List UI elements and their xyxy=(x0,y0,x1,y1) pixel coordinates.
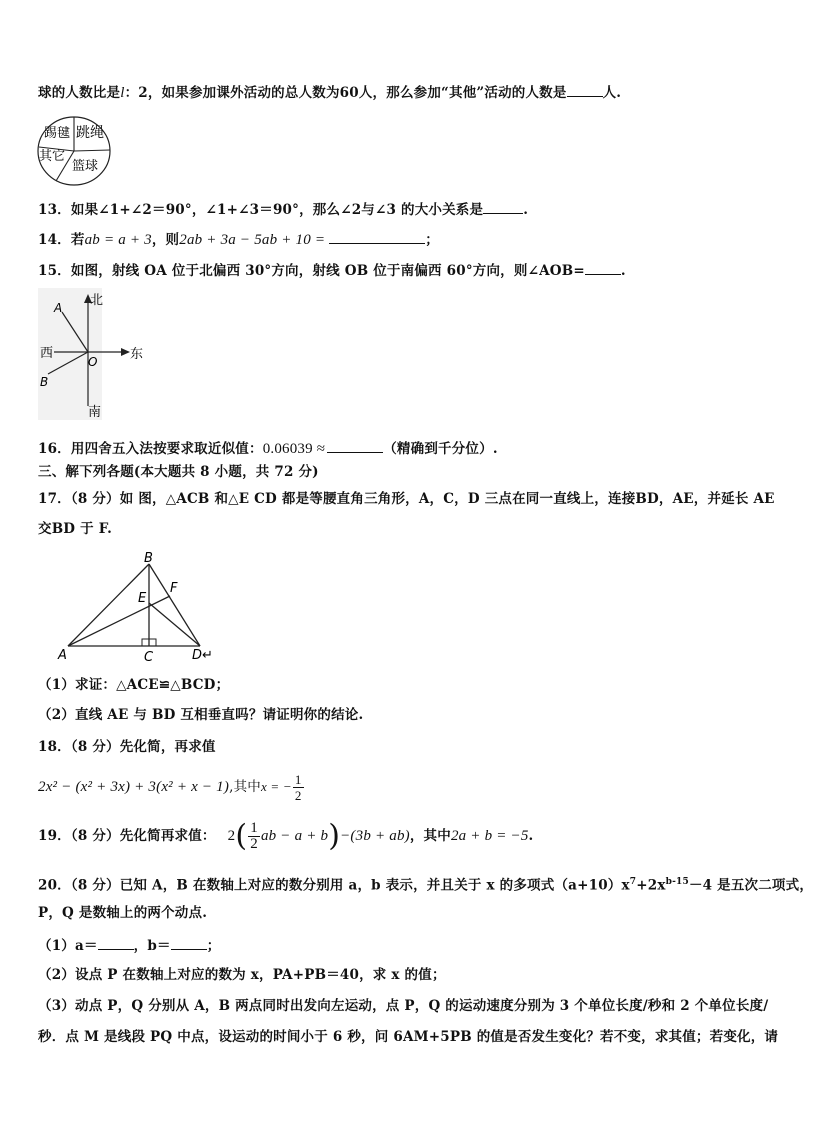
q14-mid: ，则 xyxy=(151,232,180,248)
pie-divider-right xyxy=(74,150,110,151)
q20-line1 xyxy=(38,873,813,895)
q20-p3-text1: （3）动点 P，Q 分别从 A，B 两点同时出发向左运动，点 P，Q 的运动速度分别为 3 个单位长度/秒和 2 个单位长度/ xyxy=(38,998,769,1014)
q20-p1-b: ，b＝ xyxy=(133,938,171,954)
q14-answer-blank[interactable] xyxy=(329,229,425,244)
q18-cond: ,其中 xyxy=(229,779,261,795)
section3-text: 三、解下列各题(本大题共 8 小题，共 72 分) xyxy=(38,464,319,480)
q14-end: ； xyxy=(425,232,439,248)
q12-ratio: l xyxy=(120,85,125,101)
label-a: A xyxy=(58,648,67,663)
q15-line xyxy=(38,260,626,280)
q16-end: （精确到千分位）. xyxy=(383,441,498,457)
q13-text: 13．如果∠1+∠2＝90°，∠1+∠3＝90°，那么∠2与∠3 的大小关系是 xyxy=(38,202,484,218)
q15-text: 15．如图，射线 OA 位于北偏西 30°方向，射线 OB 位于南偏西 60°方向，则∠AOB= xyxy=(38,263,585,279)
q12-line xyxy=(38,82,621,102)
q17-part2-text: （2）直线 AE 与 BD 互相垂直吗？请证明你的结论. xyxy=(38,707,364,723)
q13-answer-blank[interactable] xyxy=(483,199,523,214)
q18-x-eq: x = − xyxy=(260,779,292,794)
label-b: B xyxy=(144,551,153,566)
q18-frac-den: 2 xyxy=(294,788,302,803)
q18-frac-num: 1 xyxy=(294,772,302,787)
q16-value: 0.06039 ≈ xyxy=(262,441,326,457)
compass-figure xyxy=(38,288,158,420)
q18-expression-line xyxy=(38,770,305,804)
q19-title: 19．（8 分）先化简再求值： xyxy=(38,828,216,844)
label-north: 北 xyxy=(90,293,104,308)
q20-p1-a: （1）a＝ xyxy=(38,938,98,954)
q14-expression: 2ab + 3a − 5ab + 10 = xyxy=(179,232,326,248)
q14-prefix: 14．若 xyxy=(38,232,85,248)
label-east: 东 xyxy=(130,347,144,362)
q20-text1b: +2x xyxy=(636,877,666,894)
q20-part3-line1 xyxy=(38,997,768,1015)
q13-line xyxy=(38,199,528,219)
q16-answer-blank[interactable] xyxy=(327,438,383,453)
east-arrow xyxy=(121,348,130,356)
label-f: F xyxy=(170,581,178,596)
label-west: 西 xyxy=(40,346,54,361)
q20-exp2: b-15 xyxy=(665,877,689,887)
label-o: O xyxy=(88,355,98,369)
q19-open-paren: ( xyxy=(235,818,248,854)
q12-text-a: 球的人数比是 xyxy=(38,85,121,101)
label-e: E xyxy=(138,591,147,606)
label-south: 南 xyxy=(88,405,102,420)
q19-end: . xyxy=(528,828,534,844)
q12-end: 人. xyxy=(602,85,622,101)
q17-part1 xyxy=(38,676,229,694)
q20-answer-a-blank[interactable] xyxy=(98,935,134,950)
q15-answer-blank[interactable] xyxy=(585,260,621,275)
q12-answer-blank[interactable] xyxy=(567,82,603,97)
pie-label-other: 其它 xyxy=(39,149,66,164)
label-c: C xyxy=(144,650,154,665)
q19-line xyxy=(38,817,533,855)
q20-part1 xyxy=(38,935,220,955)
q19-frac-num: 1 xyxy=(250,820,258,836)
segment-bd xyxy=(149,564,200,646)
q17-part1-text: （1）求证：△ACE≌△BCD； xyxy=(38,677,230,693)
segment-ab xyxy=(68,564,149,646)
q16-text: 16．用四舍五入法按要求取近似值： xyxy=(38,441,263,457)
q19-fraction xyxy=(248,821,260,852)
triangle-figure xyxy=(52,550,222,665)
section3-heading xyxy=(38,463,319,481)
q15-end: . xyxy=(620,263,626,279)
q12-text-b: ：2，如果参加课外活动的总人数为60人，那么参加“其他”活动的人数是 xyxy=(124,85,567,101)
segment-ed xyxy=(149,603,200,646)
q20-p3-text2: 秒．点 M 是线段 PQ 中点，设运动的时间小于 6 秒，问 6AM+5PB 的值是否发生变化？若不变，求其值；若变化，请 xyxy=(38,1029,779,1045)
q14-line xyxy=(38,229,439,249)
pie-label-basketball: 篮球 xyxy=(72,159,99,174)
label-a: A xyxy=(54,301,63,315)
q19-coef: 2 xyxy=(227,828,236,844)
q17-line1 xyxy=(38,490,775,508)
q19-rest: −(3b + ab) xyxy=(340,828,410,844)
pie-label-jianzi: 踢毽 xyxy=(44,126,71,141)
q18-title xyxy=(38,738,216,756)
q19-inner: ab − a + b xyxy=(260,828,329,844)
q19-frac-den: 2 xyxy=(250,836,258,852)
label-d: D↵ xyxy=(192,648,213,663)
q17-text2: 交BD 于 F. xyxy=(38,521,113,537)
q20-exp1: 7 xyxy=(629,877,637,887)
q18-fraction xyxy=(293,772,304,803)
q20-part2 xyxy=(38,966,446,984)
q20-line2 xyxy=(38,904,207,922)
q19-close-paren: ) xyxy=(328,818,341,854)
q13-end: . xyxy=(523,202,529,218)
q16-line xyxy=(38,438,498,458)
q20-part3-line2 xyxy=(38,1028,778,1046)
q20-text1c: －4 是五次二项式， xyxy=(688,877,813,894)
q20-p1-c: ； xyxy=(206,938,221,954)
q20-answer-b-blank[interactable] xyxy=(171,935,207,950)
q20-p2-text: （2）设点 P 在数轴上对应的数为 x，PA+PB＝40，求 x 的值； xyxy=(38,967,446,983)
q18-expression: 2x² − (x² + 3x) + 3(x² + x − 1) xyxy=(38,779,230,795)
pie-figure xyxy=(36,114,116,188)
q17-line2 xyxy=(38,520,112,538)
q20-text1a: 20．（8 分）已知 A，B 在数轴上对应的数分别用 a，b 表示，并且关于 x 的多项式（a+10）x xyxy=(38,877,630,894)
label-b: B xyxy=(40,375,49,389)
q17-text1: 17．（8 分）如 图，△ACB 和△E CD 都是等腰直角三角形，A，C，D 三点在同一直线上，连接BD，AE，并延长 AE xyxy=(38,491,775,507)
pie-label-tiaosheng: 跳绳 xyxy=(76,125,104,141)
q20-text2: P，Q 是数轴上的两个动点. xyxy=(38,905,208,921)
q19-cond-text: ，其中 xyxy=(409,828,451,844)
q19-cond-math: 2a + b = −5 xyxy=(450,828,529,844)
q14-condition: ab = a + 3 xyxy=(84,232,152,248)
q17-part2 xyxy=(38,706,363,724)
q18-title-text: 18．（8 分）先化简，再求值 xyxy=(38,739,216,755)
